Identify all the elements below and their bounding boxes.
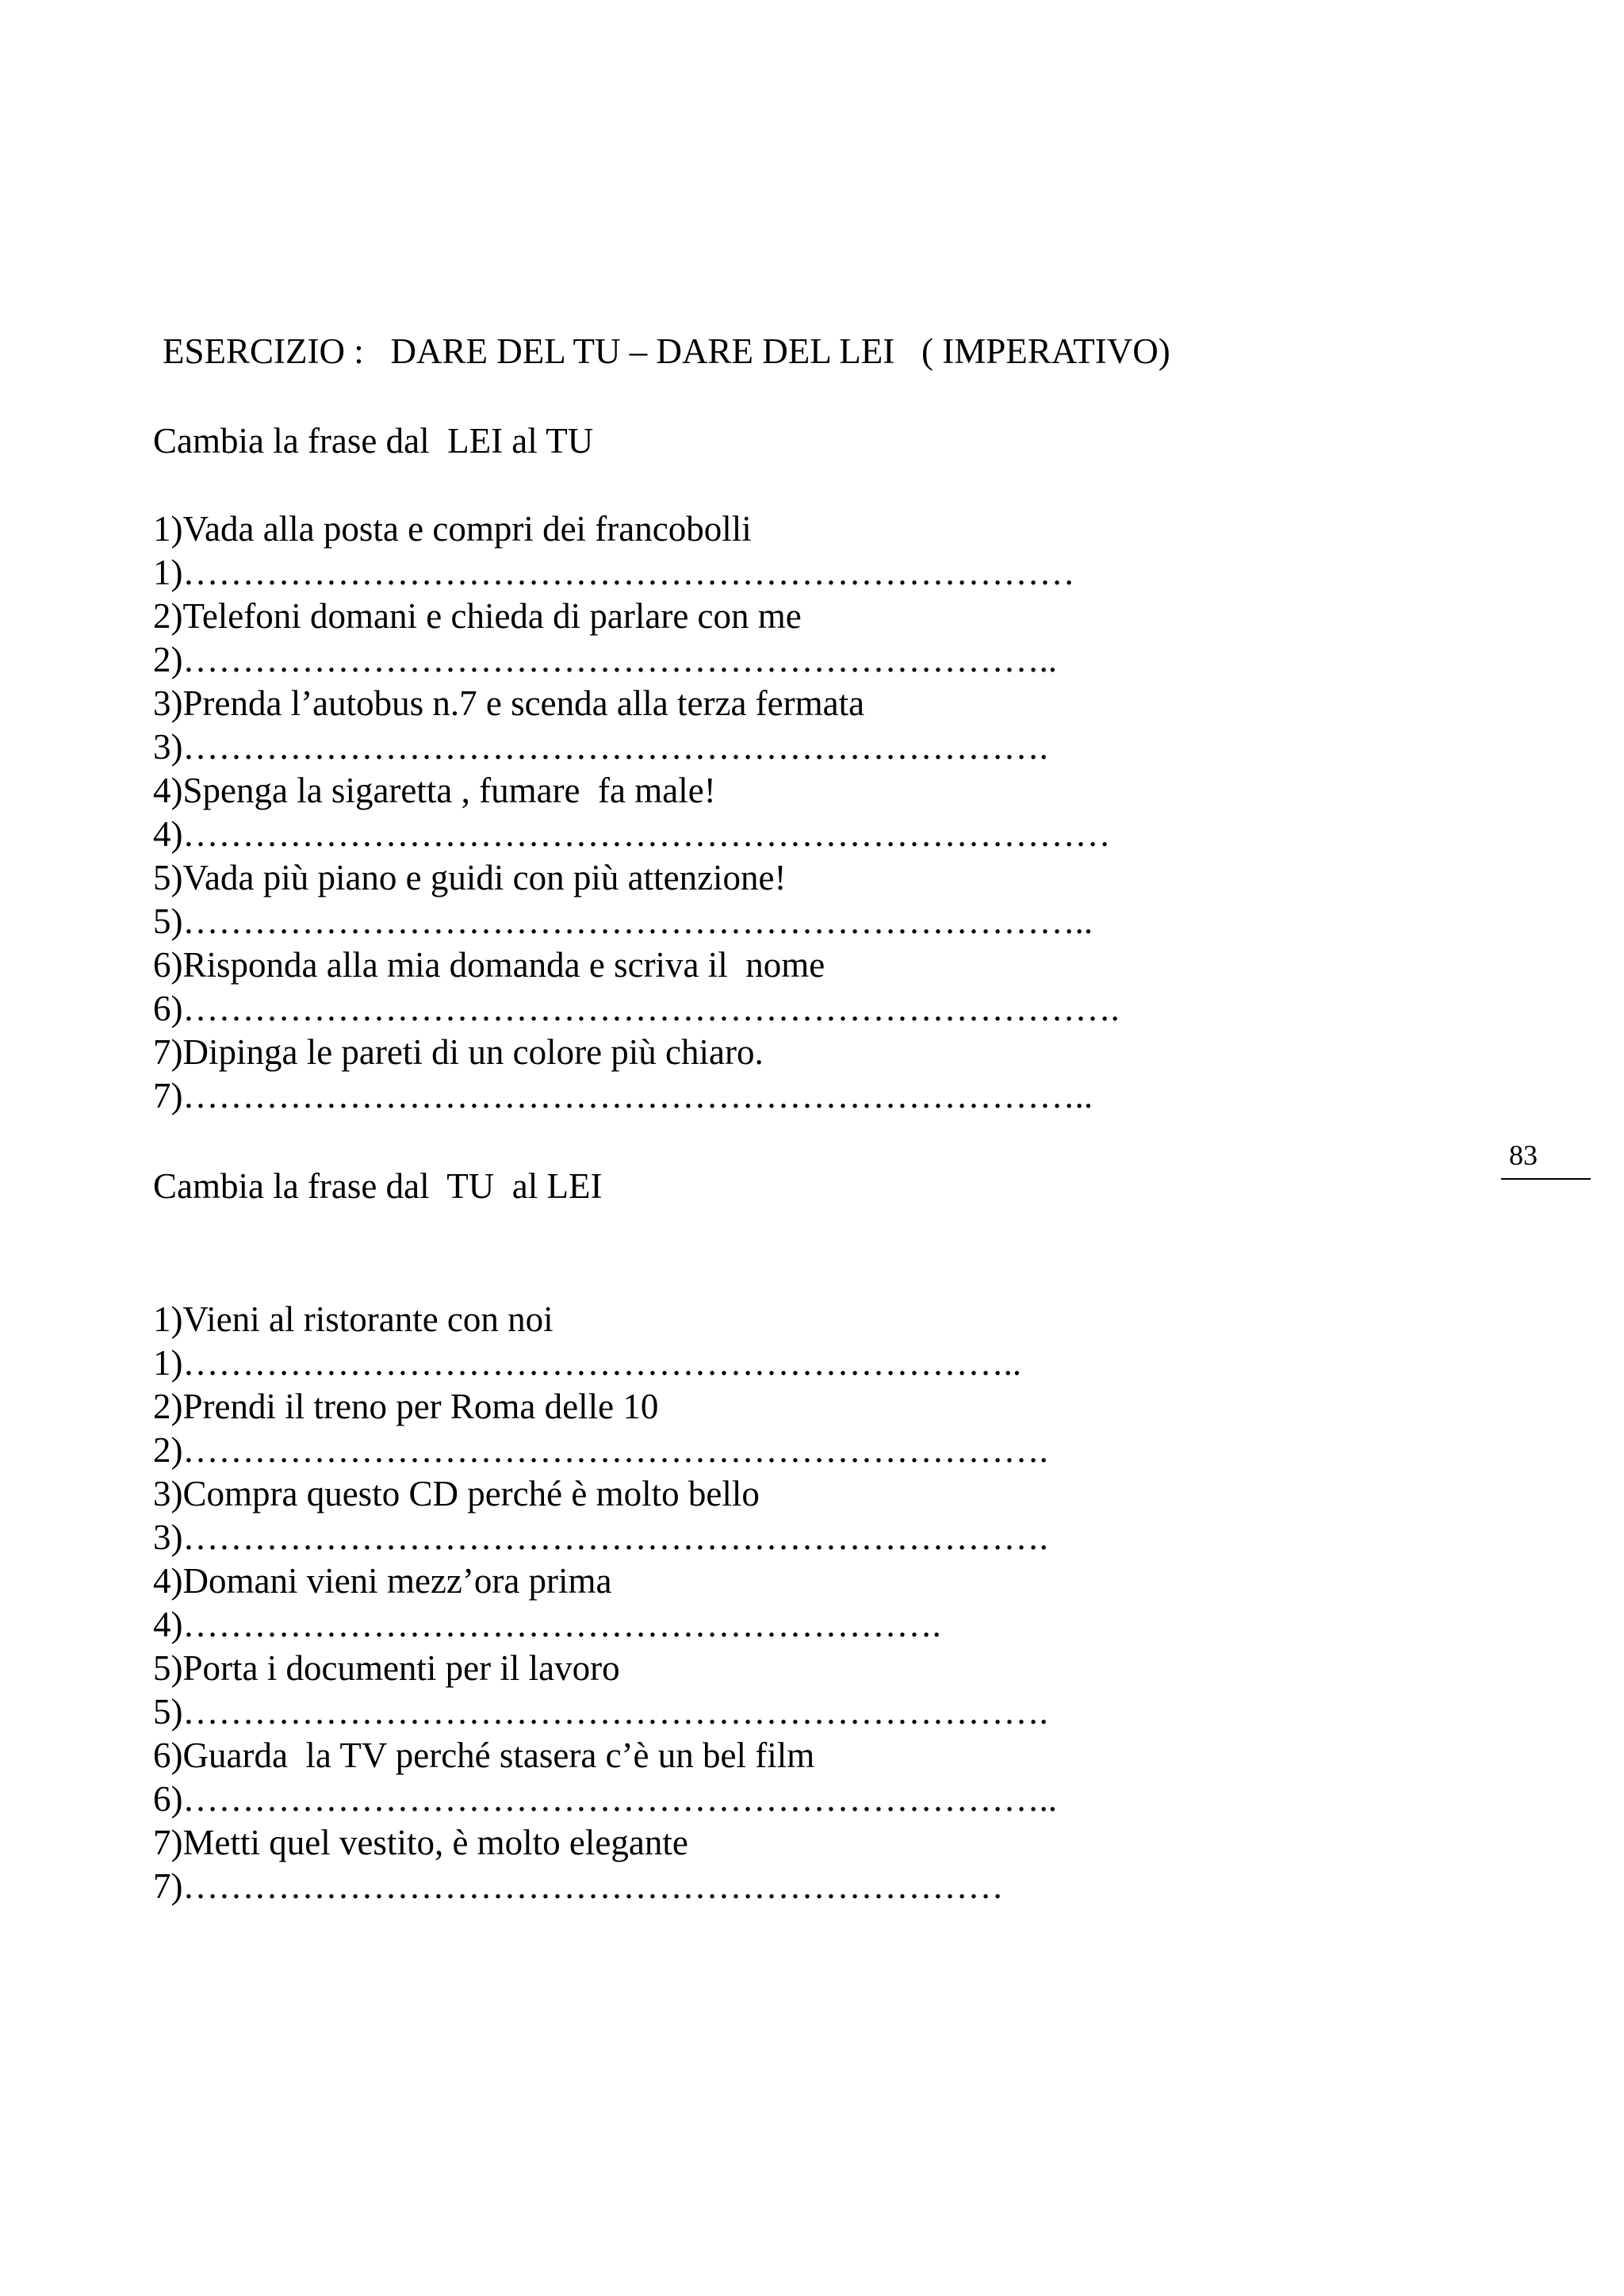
item-sentence: 4)Domani vieni mezz’ora prima — [153, 1561, 612, 1601]
exercise-item — [153, 595, 1120, 682]
exercise-item — [153, 1031, 1120, 1118]
item-sentence: 6)Risponda alla mia domanda e scriva il nome — [153, 945, 825, 985]
exercise-item — [153, 1559, 1057, 1647]
item-sentence: 1)Vada alla posta e compri dei francobolli — [153, 509, 752, 549]
item-sentence: 4)Spenga la sigaretta , fumare fa male! — [153, 771, 716, 810]
section-2-instruction: Cambia la frase dal TU al LEI — [153, 1166, 603, 1206]
item-sentence: 7)Metti quel vestito, è molto elegante — [153, 1823, 688, 1862]
exercise-item — [153, 1385, 1057, 1472]
item-answer-line: 4)…………………………………………………………………… — [153, 814, 1111, 854]
item-answer-line: 4)………………………………………………………. — [153, 1605, 941, 1644]
exercise-item — [153, 1647, 1057, 1734]
item-answer-line: 2)………………………………………………………………. — [153, 1430, 1048, 1470]
item-sentence: 7)Dipinga le pareti di un colore più chiaro. — [153, 1032, 764, 1072]
page-number: 83 — [1509, 1139, 1538, 1171]
exercise-item — [153, 856, 1120, 943]
item-answer-line: 2)……………………………………………………………….. — [153, 640, 1057, 679]
item-answer-line: 3)………………………………………………………………. — [153, 727, 1048, 767]
section-1-list — [153, 507, 1120, 1118]
item-answer-line: 7)………………………………………………………………….. — [153, 1076, 1093, 1115]
item-answer-line: 5)………………………………………………………………. — [153, 1692, 1048, 1732]
item-sentence: 3)Compra questo CD perché è molto bello — [153, 1474, 760, 1513]
exercise-item — [153, 507, 1120, 595]
item-sentence: 3)Prenda l’autobus n.7 e scenda alla terza fermata — [153, 683, 865, 723]
item-answer-line: 3)………………………………………………………………. — [153, 1517, 1048, 1557]
item-answer-line: 1)…………………………………………………………….. — [153, 1343, 1021, 1383]
item-answer-line: 5)………………………………………………………………….. — [153, 901, 1093, 941]
exercise-item — [153, 769, 1120, 856]
item-answer-line: 6)……………………………………………………………………. — [153, 989, 1120, 1028]
item-sentence: 2)Prendi il treno per Roma delle 10 — [153, 1387, 659, 1426]
section-2-list — [153, 1298, 1057, 1908]
item-answer-line: 1)………………………………………………………………… — [153, 553, 1075, 592]
exercise-item — [153, 1298, 1057, 1385]
exercise-title: ESERCIZIO : DARE DEL TU – DARE DEL LEI ( IMPERATIVO) — [163, 331, 1170, 371]
exercise-item — [153, 1734, 1057, 1821]
exercise-item — [153, 1472, 1057, 1559]
item-sentence: 5)Porta i documenti per il lavoro — [153, 1648, 620, 1688]
item-sentence: 6)Guarda la TV perché stasera c’è un bel film — [153, 1735, 815, 1775]
exercise-item — [153, 682, 1120, 769]
item-answer-line: 7)…………………………………………………………… — [153, 1866, 1004, 1906]
exercise-item — [153, 943, 1120, 1031]
exercise-item — [153, 1821, 1057, 1908]
item-sentence: 5)Vada più piano e guidi con più attenzione! — [153, 858, 787, 897]
section-1-instruction: Cambia la frase dal LEI al TU — [153, 421, 594, 461]
page-number-rule — [1501, 1178, 1591, 1180]
item-sentence: 1)Vieni al ristorante con noi — [153, 1299, 553, 1339]
item-sentence: 2)Telefoni domani e chieda di parlare con me — [153, 596, 802, 636]
item-answer-line: 6)……………………………………………………………….. — [153, 1779, 1057, 1819]
